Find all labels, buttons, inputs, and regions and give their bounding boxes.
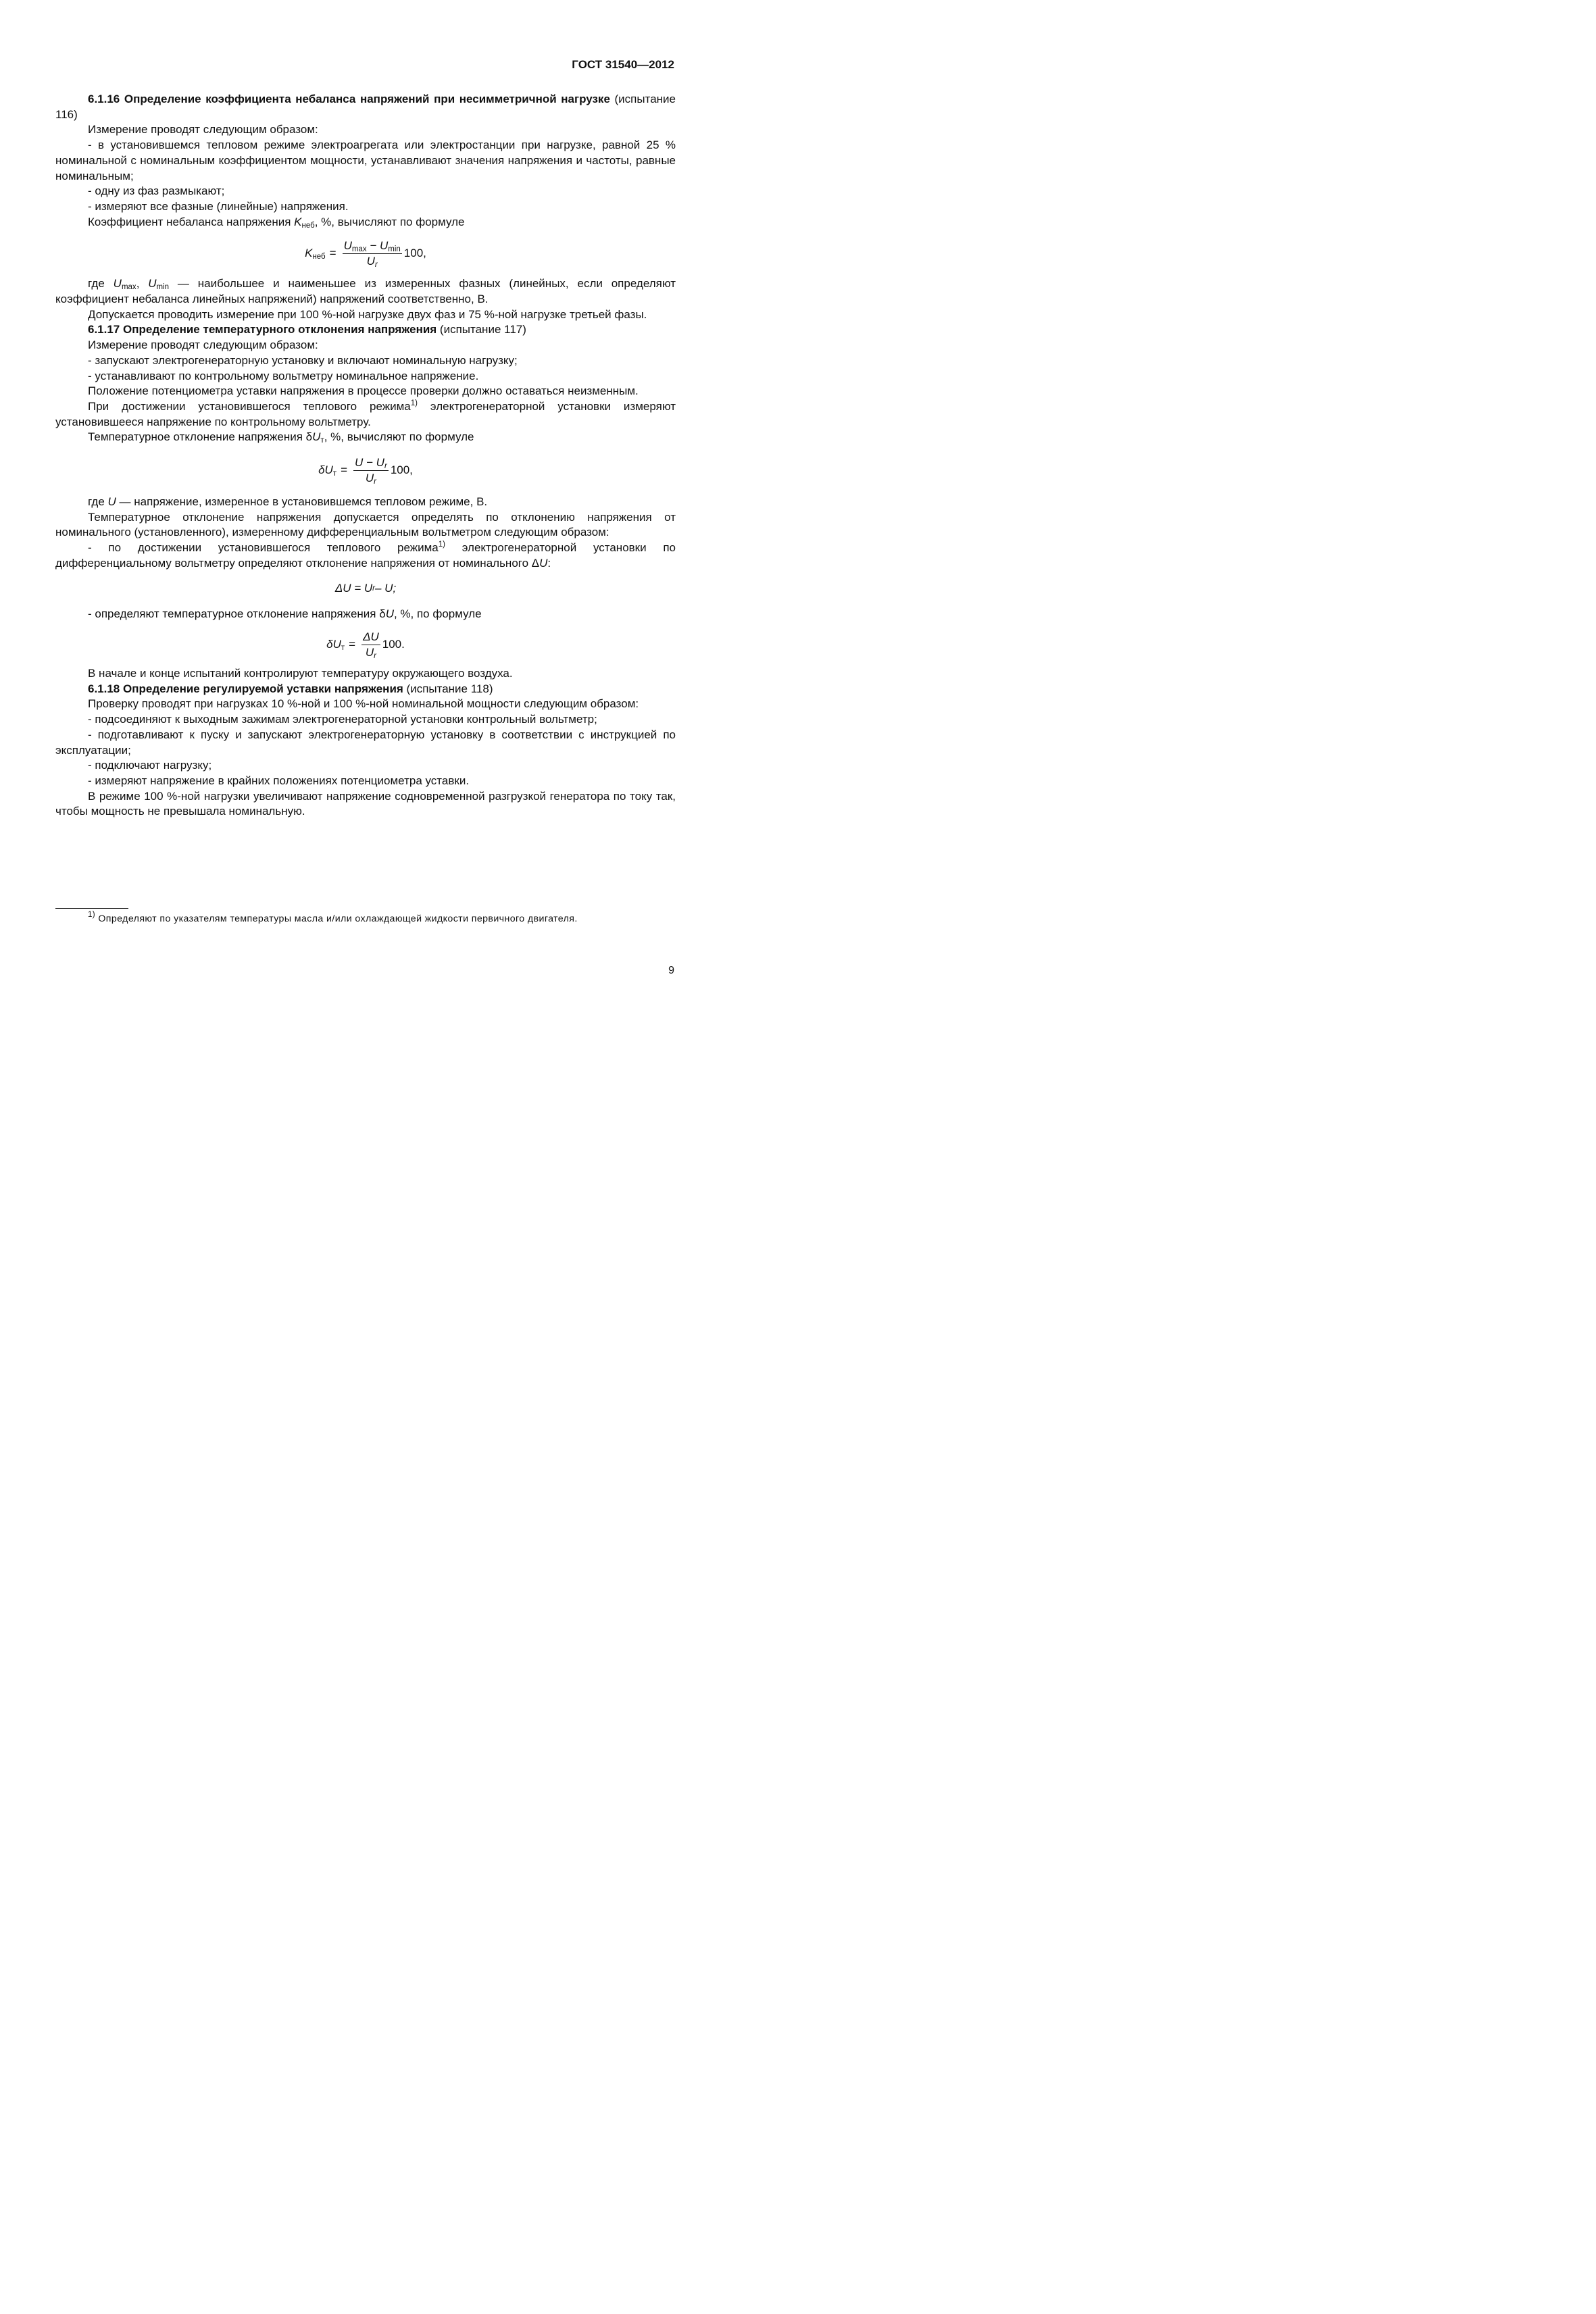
section-heading-6-1-16: 6.1.16 Определение коэффициента небаланса напряжений при несимметричной нагрузке (испытание 116) xyxy=(55,93,676,121)
list-item: - устанавливают по контрольному вольтметру номинальное напряжение. xyxy=(88,369,479,382)
paragraph: где U — напряжение, измеренное в установившемся тепловом режиме, В. xyxy=(88,495,488,509)
list-item: - одну из фаз размыкают; xyxy=(88,184,225,198)
page-number: 9 xyxy=(668,965,674,976)
list-item: - измеряют напряжение в крайних положениях потенциометра уставки. xyxy=(88,774,470,787)
paragraph: Измерение проводят следующим образом: xyxy=(88,123,318,136)
paragraph: В начале и конце испытаний контролируют температуру окружающего воздуха. xyxy=(88,666,513,680)
formula-temp-deviation-diff: $\delta U_т$ = $\frac{\Delta U}{U_r}$ 100. xyxy=(326,630,405,660)
section-heading-6-1-17: 6.1.17 Определение температурного отклонения напряжения (испытание 117) xyxy=(88,323,526,336)
section-heading-6-1-18: 6.1.18 Определение регулируемой уставки напряжения (испытание 118) xyxy=(88,682,493,695)
standard-number: ГОСТ 31540—2012 xyxy=(572,58,674,71)
paragraph: Температурное отклонение напряжения допускается определять по отклонению напряжения от номинального (установленного), измеренному дифференциальным вольтметром следующим образом: xyxy=(55,510,676,539)
fraction: $\frac{\Delta U}{U_r}$ xyxy=(363,630,379,660)
paragraph: В режиме 100 %-ной нагрузки увеличивают напряжение содновременной разгрузкой генератора по току так, чтобы мощность не превышала номинальную. xyxy=(55,789,676,818)
fraction: $\frac{U_{max} - U_{min}}{U_r}$ xyxy=(343,239,401,270)
document-body xyxy=(55,92,676,820)
footnote-separator xyxy=(55,908,128,909)
paragraph: Положение потенциометра уставки напряжения в процессе проверки должно оставаться неизменным. xyxy=(88,384,639,398)
paragraph: Измерение проводят следующим образом: xyxy=(88,338,318,352)
paragraph: Коэффициент небаланса напряжения $K_{неб}$, %, вычисляют по формуле xyxy=(88,215,465,230)
list-item: - подключают нагрузку; xyxy=(88,759,212,772)
list-item: - измеряют все фазные (линейные) напряжения. xyxy=(88,199,349,213)
paragraph: Допускается проводить измерение при 100 %-ной нагрузке двух фаз и 75 %-ной нагрузке третьей фазы. xyxy=(88,307,647,321)
list-item: - по достижении установившегося теплового режима$^{1)}$ электрогенераторной установки по дифференциальному вольтметру определяют отклонение напряжения от номинального ΔU: xyxy=(55,540,676,570)
footnote: $^{1)}$ Определяют по указателям температуры масла и/или охлаждающей жидкости первичного двигателя. xyxy=(88,911,578,924)
formula-unbalance: $K_{неб}$ = $\frac{U_{max} - U_{min}}{U_r}$ 100, xyxy=(305,239,426,270)
list-item: - определяют температурное отклонение напряжения δU, %, по формуле xyxy=(88,607,482,621)
paragraph: Проверку проводят при нагрузках 10 %-ной и 100 %-ной номинальной мощности следующим образом: xyxy=(88,697,639,711)
document-page xyxy=(0,0,730,1058)
paragraph: где $U_{max}$, $U_{min}$ — наибольшее и наименьшее из измеренных фазных (линейных, если определяют коэффициент небаланса линейных напряжений) напряжений соответственно, В. xyxy=(55,277,676,306)
formula-temp-deviation: $\delta U_т$ = $\frac{U - U_r}{U_r}$ 100, xyxy=(318,456,413,486)
list-item: - в установившемся тепловом режиме электроагрегата или электростанции при нагрузке, равной 25 % номинальной с номинальным коэффициентом мощности, устанавливают значения напряжения и частоты, равные номинальным; xyxy=(55,139,676,182)
formula-delta-u: ΔU = U r – U; xyxy=(334,581,397,595)
paragraph: Температурное отклонение напряжения $\delta U_т$, %, вычисляют по формуле xyxy=(88,430,474,445)
list-item: - подсоединяют к выходным зажимам электрогенераторной установки контрольный вольтметр; xyxy=(88,713,597,726)
list-item: - подготавливают к пуску и запускают электрогенераторную установку в соответствии с инструкцией по эксплуатации; xyxy=(55,728,676,757)
fraction: $\frac{U - U_r}{U_r}$ xyxy=(355,456,387,486)
list-item: - запускают электрогенераторную установку и включают номинальную нагрузку; xyxy=(88,353,518,367)
paragraph: При достижении установившегося теплового режима$^{1)}$ электрогенераторной установки измеряют установившееся напряжение по контрольному вольтметру. xyxy=(55,399,676,428)
